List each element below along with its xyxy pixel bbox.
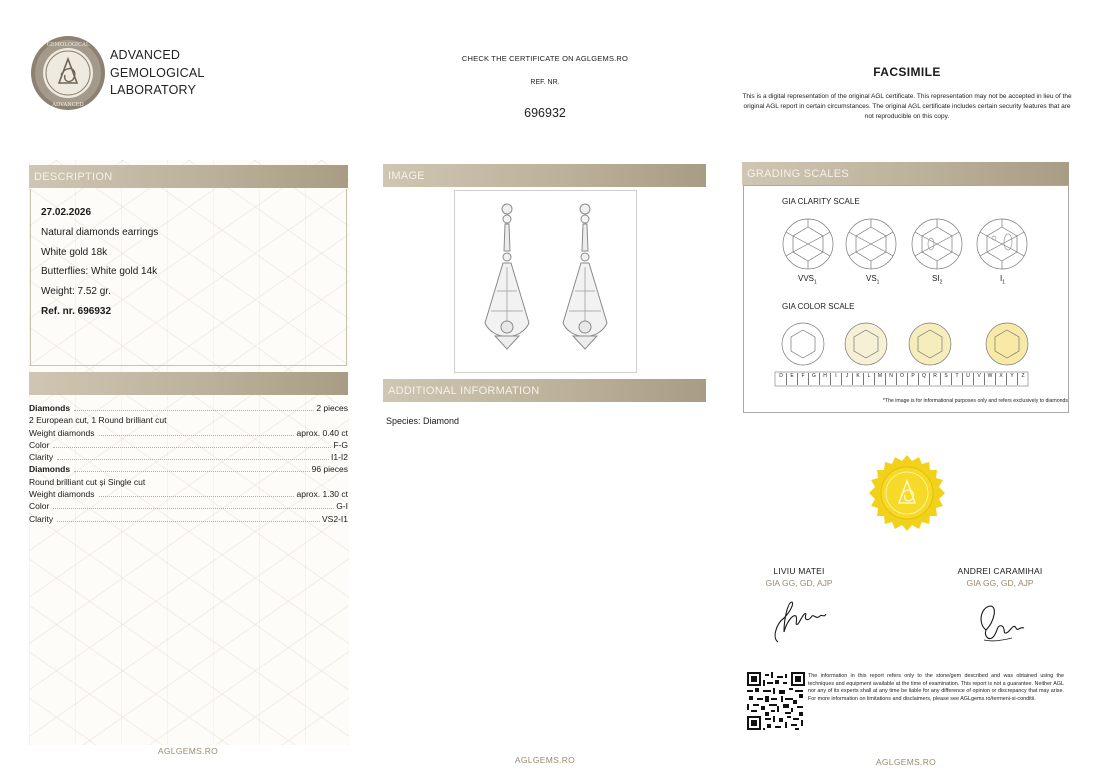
- gold-seal-icon: [869, 455, 945, 531]
- facsimile-title: FACSIMILE: [873, 65, 941, 79]
- description-box: [30, 189, 347, 366]
- clarity-grade-labels: $VVS_1$ $VS_1$ $SI_2$ $I_1$: [798, 274, 1006, 286]
- ref-number: 696932: [524, 106, 566, 120]
- svg-text:ADVANCED: ADVANCED: [52, 102, 84, 108]
- svg-text:GEMOLOGICAL: GEMOLOGICAL: [46, 42, 90, 48]
- additional-info-section-header: ADDITIONAL INFORMATION: [383, 379, 706, 402]
- description-section-header: DESCRIPTION: [29, 165, 348, 188]
- color-scale-title: GIA COLOR SCALE: [782, 302, 855, 311]
- signatory-2-credentials: GIA GG, GD, AJP: [966, 578, 1034, 588]
- signatory-2-name: ANDREI CARAMIHAI: [957, 566, 1043, 576]
- stones-table: [29, 402, 348, 525]
- footer-link-center[interactable]: AGLGEMS.RO: [514, 755, 576, 765]
- report-date: 27.02.2026: [41, 207, 92, 218]
- ref-description: Ref. nr. 696932: [41, 305, 112, 317]
- ref-label: REF. NR.: [530, 79, 560, 86]
- signatory-1-credentials: GIA GG, GD, AJP: [765, 578, 833, 588]
- stone-row: Weight diamonds aprox. 0.40 ct: [29, 427, 348, 438]
- color-letter-scale: D E F G H I J K L M N O P Q R S T U V W X Y Z: [776, 373, 1028, 385]
- stone-row: Diamonds 2 pieces: [29, 403, 348, 413]
- metal-description: White gold 18k: [41, 246, 108, 258]
- weight-description: Weight: 7.52 gr.: [41, 286, 111, 298]
- signature-1: [770, 598, 832, 646]
- stone-row: Diamonds 96 pieces: [29, 464, 348, 475]
- grading-note: *The image is for informational purposes only and refers exclusively to diamonds: [882, 398, 1068, 404]
- disclaimer-text: The information in this report refers only to the stone/gem described and was obtained using the techniques and equipment available at the time of examination. This report is not a guarantee. Neither AGL nor any of its experts shall at any time be liable for any difference of opinion or discrepancy that may arise. For more information on limitations and disclaimers, please see AGLgems.ro/termeni-si-conditii.: [808, 673, 1064, 702]
- stone-row: Color F-G: [29, 439, 348, 450]
- color-scale-diagrams: [770, 318, 1060, 398]
- signatory-1-name: LIVIU MATEI: [773, 566, 825, 576]
- butterflies-description: Butterflies: White gold 14k: [41, 266, 158, 278]
- signature-2: [972, 600, 1030, 646]
- stone-row: Clarity I1-I2: [29, 452, 348, 463]
- grading-scales-section-header: GRADING SCALES: [742, 162, 1069, 185]
- stones-section-header: [29, 372, 348, 395]
- stone-row: Round brilliant cut și Single cut: [29, 476, 146, 487]
- stone-row: 2 European cut, 1 Round brilliant cut: [29, 415, 167, 426]
- footer-link-left[interactable]: AGLGEMS.RO: [157, 746, 219, 756]
- stone-row: Color G-I: [29, 501, 348, 512]
- qr-code-icon[interactable]: [747, 672, 805, 730]
- check-certificate-text: CHECK THE CERTIFICATE ON AGLGEMS.RO: [461, 54, 629, 63]
- earrings-image: [455, 191, 636, 372]
- image-section-header: IMAGE: [383, 164, 706, 187]
- stone-row: Clarity VS2-I1: [29, 513, 348, 524]
- clarity-scale-title: GIA CLARITY SCALE: [782, 197, 860, 206]
- footer-link-right[interactable]: AGLGEMS.RO: [875, 757, 937, 767]
- agl-logo-seal-icon: [30, 35, 106, 111]
- species-text: Species: Diamond: [386, 416, 460, 426]
- lab-name: ADVANCED GEMOLOGICAL LABORATORY: [110, 48, 205, 97]
- product-image: [454, 190, 637, 373]
- item-description: Natural diamonds earrings: [41, 226, 159, 238]
- stone-row: Weight diamonds aprox. 1.30 ct: [29, 489, 348, 500]
- facsimile-note: This is a digital representation of the original AGL certificate. This representation may not be accepted in lieu of the original AGL report in certain circumstances. The original AGL certificate includes certain security features that are not reproducible on this copy.: [742, 93, 1072, 120]
